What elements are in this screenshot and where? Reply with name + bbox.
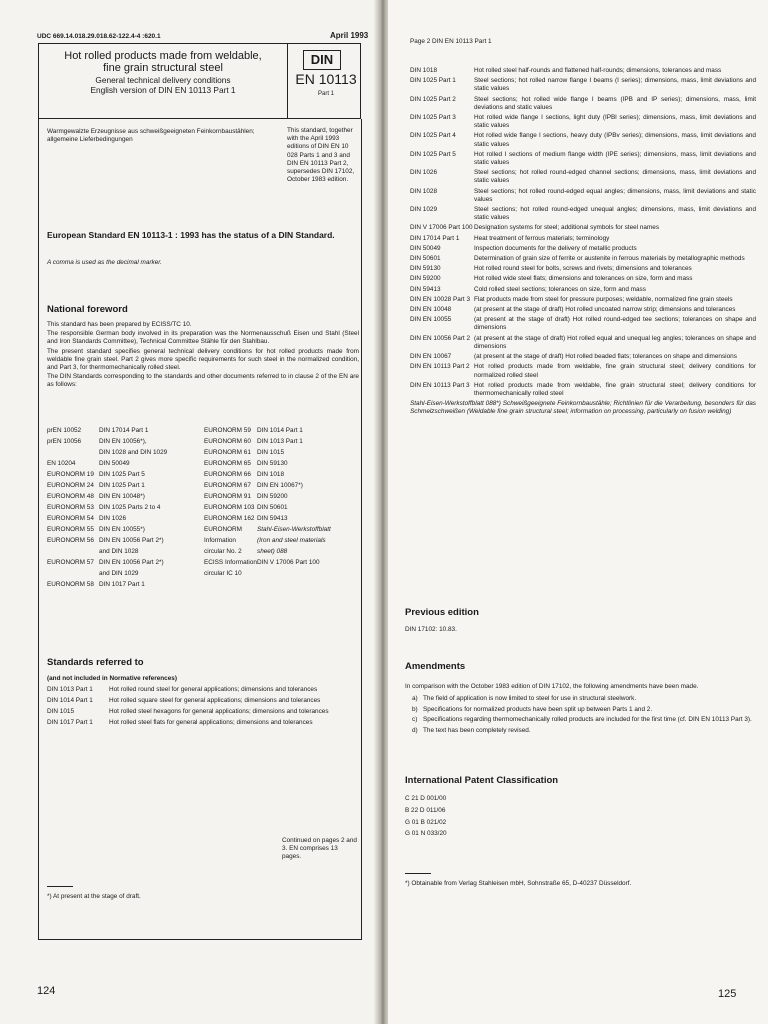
standard-code: DIN 59130 [410,265,441,273]
standard-title: Determination of grain size of ferrite or austenite in ferrous materials by metallographic methods [474,255,745,263]
ipc-code: G 01 B 021/02 [405,818,447,826]
standard-code: DIN 1015 [47,708,74,715]
standard-code: DIN 59200 [410,275,441,283]
standard-title: Cold rolled steel sections; tolerances on size, form and mass [474,285,646,293]
standard-code: DIN 1013 Part 1 [47,686,93,693]
ipc-list [405,795,447,842]
item-text: Specifications regarding thermomechanically rolled products are included for the first time (cf. DIN EN 10113 Part 3). [423,716,752,724]
list-item [410,363,756,379]
list-item [410,224,756,232]
table-cell: DIN 1014 Part 1 [257,427,303,434]
table-cell: EURONORM [204,526,242,533]
list-item [412,706,752,714]
table-cell: DIN EN 10055*) [99,526,145,533]
table-cell: DIN 17014 Part 1 [99,427,149,434]
list-item [410,286,756,294]
table-cell: and DIN 1029 [99,570,139,577]
item-text: The text has been completely revised. [423,727,531,735]
standard-code: DIN 50601 [410,255,441,263]
item-letter: d) [412,727,418,735]
list-item [410,235,756,243]
table-cell: DIN EN 10056 Part 2*) [99,537,164,544]
ipc-code: C 21 D 001/00 [405,795,447,802]
ipc-heading: International Patent Classification [405,775,559,786]
subtitle-line: English version of DIN EN 10113 Part 1 [90,84,236,95]
table-cell: DIN 1013 Part 1 [257,438,303,445]
table-cell: DIN 1017 Part 1 [99,581,145,588]
table-cell: DIN 1025 Parts 2 to 4 [99,504,161,511]
standard-title: (at present at the stage of draft) Hot rolled round-edged tee sections; tolerances on shape and dimensions [474,316,756,332]
table-cell: EURONORM 55 [47,526,94,533]
standard-title: Hot rolled wide flange I sections, light duty (IPBl series); dimensions, mass, limit deviations and static values [474,114,756,130]
page-number: 124 [37,985,56,997]
title-line: Hot rolled products made from weldable, [64,50,262,62]
list-item [410,169,756,185]
standard-code: DIN EN 10055 [410,316,452,324]
list-item [410,353,756,361]
table-cell: EURONORM 162 [204,515,255,522]
list-item [410,188,756,204]
table-cell: EURONORM 24 [47,482,94,489]
page-header: Page 2 DIN EN 10113 Part 1 [410,38,492,45]
list-item [410,296,756,304]
decimal-marker-note: A comma is used as the decimal marker. [47,259,162,266]
table-cell: EURONORM 91 [204,493,251,500]
left-page [0,0,380,1024]
standard-code: DIN EN 10056 Part 2 [410,334,471,342]
table-cell: DIN EN 10048*) [99,493,145,500]
table-row [47,537,359,548]
table-cell: circular IC 10 [204,570,242,577]
standard-title: Hot rolled steel hexagons for general applications; dimensions and tolerances [109,708,329,715]
standard-code: DIN 1028 [410,187,437,195]
list-item [410,335,756,351]
footnote: *) Obtainable from Verlag Stahleisen mbH, Sohnstraße 65, D-40237 Düsseldorf. [405,880,632,887]
standard-code: DIN 1017 Part 1 [47,719,93,726]
standard-code: DIN EN 10067 [410,353,452,361]
table-cell: sheet) 088 [257,548,288,555]
standard-title: Hot rolled wide steel flats; dimensions and tolerances on size, form and mass [474,275,693,283]
standards-list [410,67,756,417]
table-cell: DIN EN 10067*) [257,482,303,489]
table-cell: EURONORM 66 [204,471,251,478]
table-cell: EURONORM 19 [47,471,94,478]
table-cell: DIN 50049 [99,460,130,467]
item-letter: b) [412,705,418,713]
table-cell: DIN 1025 Part 5 [99,471,145,478]
correspondence-table [47,427,359,592]
frame-left [38,119,39,939]
table-row [47,548,359,559]
table-cell: EN 10204 [47,460,76,467]
standard-title: Steel sections; hot rolled round-edged unequal angles; dimensions, mass, limit deviations and static values [474,206,756,222]
table-cell: Stahl-Eisen-Werkstoffblatt [257,526,331,533]
item-letter: a) [412,695,418,702]
table-cell: EURONORM 56 [47,537,94,544]
table-row [47,504,359,515]
list-item [410,265,756,273]
list-item [410,151,756,167]
table-cell: DIN EN 10056 Part 2*) [99,559,164,566]
standard-title: Hot rolled products made from weldable, fine grain structural steel; delivery conditions for thermomechanically rolled steel [474,381,756,397]
table-cell: DIN 1018 [257,471,284,478]
table-row [47,493,359,504]
list-item [410,245,756,253]
table-cell: EURONORM 67 [204,482,251,489]
previous-edition-text: DIN 17102: 10.83. [405,626,457,633]
previous-edition-heading: Previous edition [405,607,479,618]
standard-code: DIN 1025 Part 2 [410,95,456,103]
list-item [410,306,756,314]
list-item [410,77,756,93]
ipc-code: B 22 D 011/06 [405,806,446,814]
footnote-rule [405,873,431,874]
standard-code: DIN EN 10113 Part 3 [410,381,470,389]
footnote: *) At present at the stage of draft. [47,893,141,900]
table-cell: prEN 10056 [47,438,82,445]
table-cell: EURONORM 60 [204,438,251,445]
table-cell: (Iron and steel materials [257,537,326,544]
title-line: fine grain structural steel [103,62,223,74]
standard-code: DIN V 17006 Part 100 [410,224,473,232]
table-cell: DIN V 17006 Part 100 [257,559,320,566]
table-cell: Information [204,537,236,544]
standard-title: Hot rolled round steel for bolts, screws and rivets; dimensions and tolerances [474,265,692,273]
item-text: Specifications for normalized products have been split up between Parts 1 and 2. [423,705,653,713]
title-divider [287,44,288,118]
national-foreword-text [47,321,359,391]
standard-code: DIN 1025 Part 3 [410,114,456,122]
foreword-paragraph: The DIN Standards corresponding to the standards and other documents referred to in clause 2 of the EN are as follows: [47,373,359,389]
table-cell: circular No. 2 [204,548,242,555]
table-row [47,526,359,537]
publication-date: April 1993 [330,31,369,40]
list-item [410,96,756,112]
title-box [38,43,361,119]
table-cell: EURONORM 54 [47,515,94,522]
national-foreword-heading: National foreword [47,304,128,315]
ipc-code: G 01 N 033/20 [405,830,447,838]
foreword-paragraph: This standard has been prepared by ECISS/TC 10. [47,321,192,328]
standard-code: DIN 59413 [410,285,441,293]
supersedes-note: This standard, together with the April 1993 editions of DIN EN 10 028 Parts 1 and 3 and DIN EN 10113 Part 2, supersedes DIN 17102, October 1983 edition. [287,127,355,184]
standards-referred-list [47,686,359,730]
standard-title: Hot rolled wide flange I sections, heavy duty (IPBv series); dimensions, mass, limit deviations and static values [474,132,756,148]
page-number: 125 [718,988,737,1000]
item-letter: c) [412,716,418,724]
table-cell: DIN 1028 and DIN 1029 [99,449,168,456]
table-row [47,460,359,471]
standard-code: DIN EN 10113 Part 2 [410,363,470,371]
standard-code: DIN 1029 [410,206,437,214]
standard-code: DIN 50049 [410,244,441,252]
standard-code: DIN 1025 Part 4 [410,132,456,140]
standard-title: Designation systems for steel; additional symbols for steel names [474,224,660,232]
list-item [47,686,359,697]
stahl-eisen-entry: Stahl-Eisen-Werkstoffblatt 088*) Schweißgeeignete Feinkornbaustähle; Richtlinien für die Verarbeitung, besonders für das Schmelzschweißen (Weldable fine grain structural steel; information on processing, particularly on fusion welding) [410,400,756,416]
standard-code: DIN 1025 Part 5 [410,150,456,158]
standard-title: (at present at the stage of draft) Hot rolled equal and unequal leg angles; tolerances on shape and dimensions [474,334,756,350]
standard-code: DIN 1018 [410,67,437,74]
list-item [47,697,359,708]
standard-code: DIN EN 10028 Part 3 [410,295,471,303]
table-cell: prEN 10052 [47,427,82,434]
standard-title: (at present at the stage of draft) Hot rolled beaded flats; tolerances on shape and dimensions [474,353,737,361]
list-item [410,67,756,75]
table-row [47,427,359,438]
standard-title: Steel sections; hot rolled round-edged equal angles; dimensions, mass, limit deviations and static values [474,187,756,203]
footnote-rule [47,886,73,887]
din-part: Part 1 [317,91,334,97]
table-cell: EURONORM 61 [204,449,251,456]
subtitle-line: General technical delivery conditions [95,75,231,85]
standard-code: DIN 1026 [410,169,437,177]
standard-title: Steel sections; hot rolled wide flange I beams (IPB and IP series); dimensions, mass, limit deviations and static values [474,95,756,111]
right-page [388,0,768,1024]
list-item [410,255,756,263]
standard-code: DIN 17014 Part 1 [410,234,460,242]
table-cell: DIN 59413 [257,515,288,522]
table-cell: ECISS Information [204,559,257,566]
table-cell: EURONORM 48 [47,493,94,500]
list-item [410,206,756,222]
frame-right [361,119,362,939]
table-row [47,515,359,526]
frame-bottom [38,939,362,940]
standard-title: Hot rolled square steel for general applications; dimensions and tolerances [109,697,321,704]
standard-code: DIN 1014 Part 1 [47,697,93,704]
standard-title: Hot rolled steel half-rounds and flattened half-rounds; dimensions, tolerances and mass [474,67,722,74]
table-row [47,570,359,581]
table-cell: DIN 50601 [257,504,288,511]
table-cell: EURONORM 57 [47,559,94,566]
standard-title: Heat treatment of ferrous materials; terminology [474,234,610,242]
foreword-paragraph: The present standard specifies general technical delivery conditions for hot rolled products made from weldable fine grain steel. Part 2 gives more specific requirements for such steel in the normalized condition, and Part 3, for thermomechanically rolled steel. [47,347,359,372]
standard-title: Hot rolled steel flats for general applications; dimensions and tolerances [109,719,313,726]
din-logo: DIN [303,50,341,70]
list-item [410,132,756,148]
table-cell: EURONORM 65 [204,460,251,467]
standard-title: Steel sections; hot rolled narrow flange I beams (I series); dimensions, mass, limit deviations and static values [474,77,756,93]
amendments-heading: Amendments [405,661,466,672]
table-cell: and DIN 1028 [99,548,139,555]
table-row [47,482,359,493]
list-item [47,708,359,719]
table-cell: EURONORM 59 [204,427,251,434]
standard-title: Inspection documents for the delivery of metallic products [474,244,637,252]
table-cell: EURONORM 103 [204,504,255,511]
item-text: The field of application is now limited to steel for use in structural steelwork. [423,695,637,702]
standard-title: Hot rolled round steel for general applications; dimensions and tolerances [109,686,318,693]
table-cell: DIN 59200 [257,493,288,500]
standard-title: Hot rolled I sections of medium flange width (IPE series); dimensions, mass, limit deviations and static values [474,150,756,167]
document-title [43,50,283,74]
table-row [47,471,359,482]
european-standard-status: European Standard EN 10113-1 : 1993 has the status of a DIN Standard. [47,230,335,240]
amendments-intro: In comparison with the October 1983 edition of DIN 17102, the following amendments have been made. [405,683,699,690]
standards-referred-note: (and not included in Normative references) [47,675,177,682]
amendments-list [412,695,752,738]
table-cell: DIN EN 10056*), [99,438,147,445]
list-item [47,719,359,730]
table-cell: DIN 1026 [99,515,126,522]
standard-title: Steel sections; hot rolled round-edged channel sections; dimensions, mass, limit deviations and static values [474,169,756,185]
din-number: EN 10113 [295,71,357,87]
german-title: Warmgewalzte Erzeugnisse aus schweißgeeigneten Feinkornbaustählen; allgemeine Lieferbedingungen [47,128,255,144]
list-item [410,275,756,283]
list-item [410,316,756,332]
continued-note: Continued on pages 2 and 3. EN comprises 13 pages. [282,837,357,861]
list-item [410,114,756,130]
table-row [47,449,359,460]
table-cell: DIN 1015 [257,449,284,456]
udc-code: UDC 669.14.018.29.018.62-122.4-4 :620.1 [37,33,161,40]
list-item [412,716,752,724]
document-subtitle [43,76,283,95]
list-item [412,727,752,735]
table-cell: EURONORM 58 [47,581,94,588]
table-cell: DIN 59130 [257,460,288,467]
standard-title: (at present at the stage of draft) Hot rolled uncoated narrow strip; dimensions and tolerances [474,306,736,314]
standard-code: DIN 1025 Part 1 [410,77,456,85]
table-cell: EURONORM 53 [47,504,94,511]
standard-code: DIN EN 10048 [410,306,452,314]
standard-title: Flat products made from steel for pressure purposes; weldable, normalized fine grain steels [474,295,733,303]
table-cell: DIN 1025 Part 1 [99,482,145,489]
standard-title: Hot rolled products made from weldable, fine grain structural steel; delivery conditions for normalized rolled steel [474,363,756,379]
foreword-paragraph: The responsible German body involved in its preparation was the Normenausschuß Eisen und Stahl (Steel and Iron Standards Committee), Technical Committee Stähle für den Stahlbau. [47,330,359,346]
table-row [47,559,359,570]
table-row [47,581,359,592]
list-item [412,695,752,703]
standards-referred-heading: Standards referred to [47,657,144,668]
list-item [410,382,756,398]
